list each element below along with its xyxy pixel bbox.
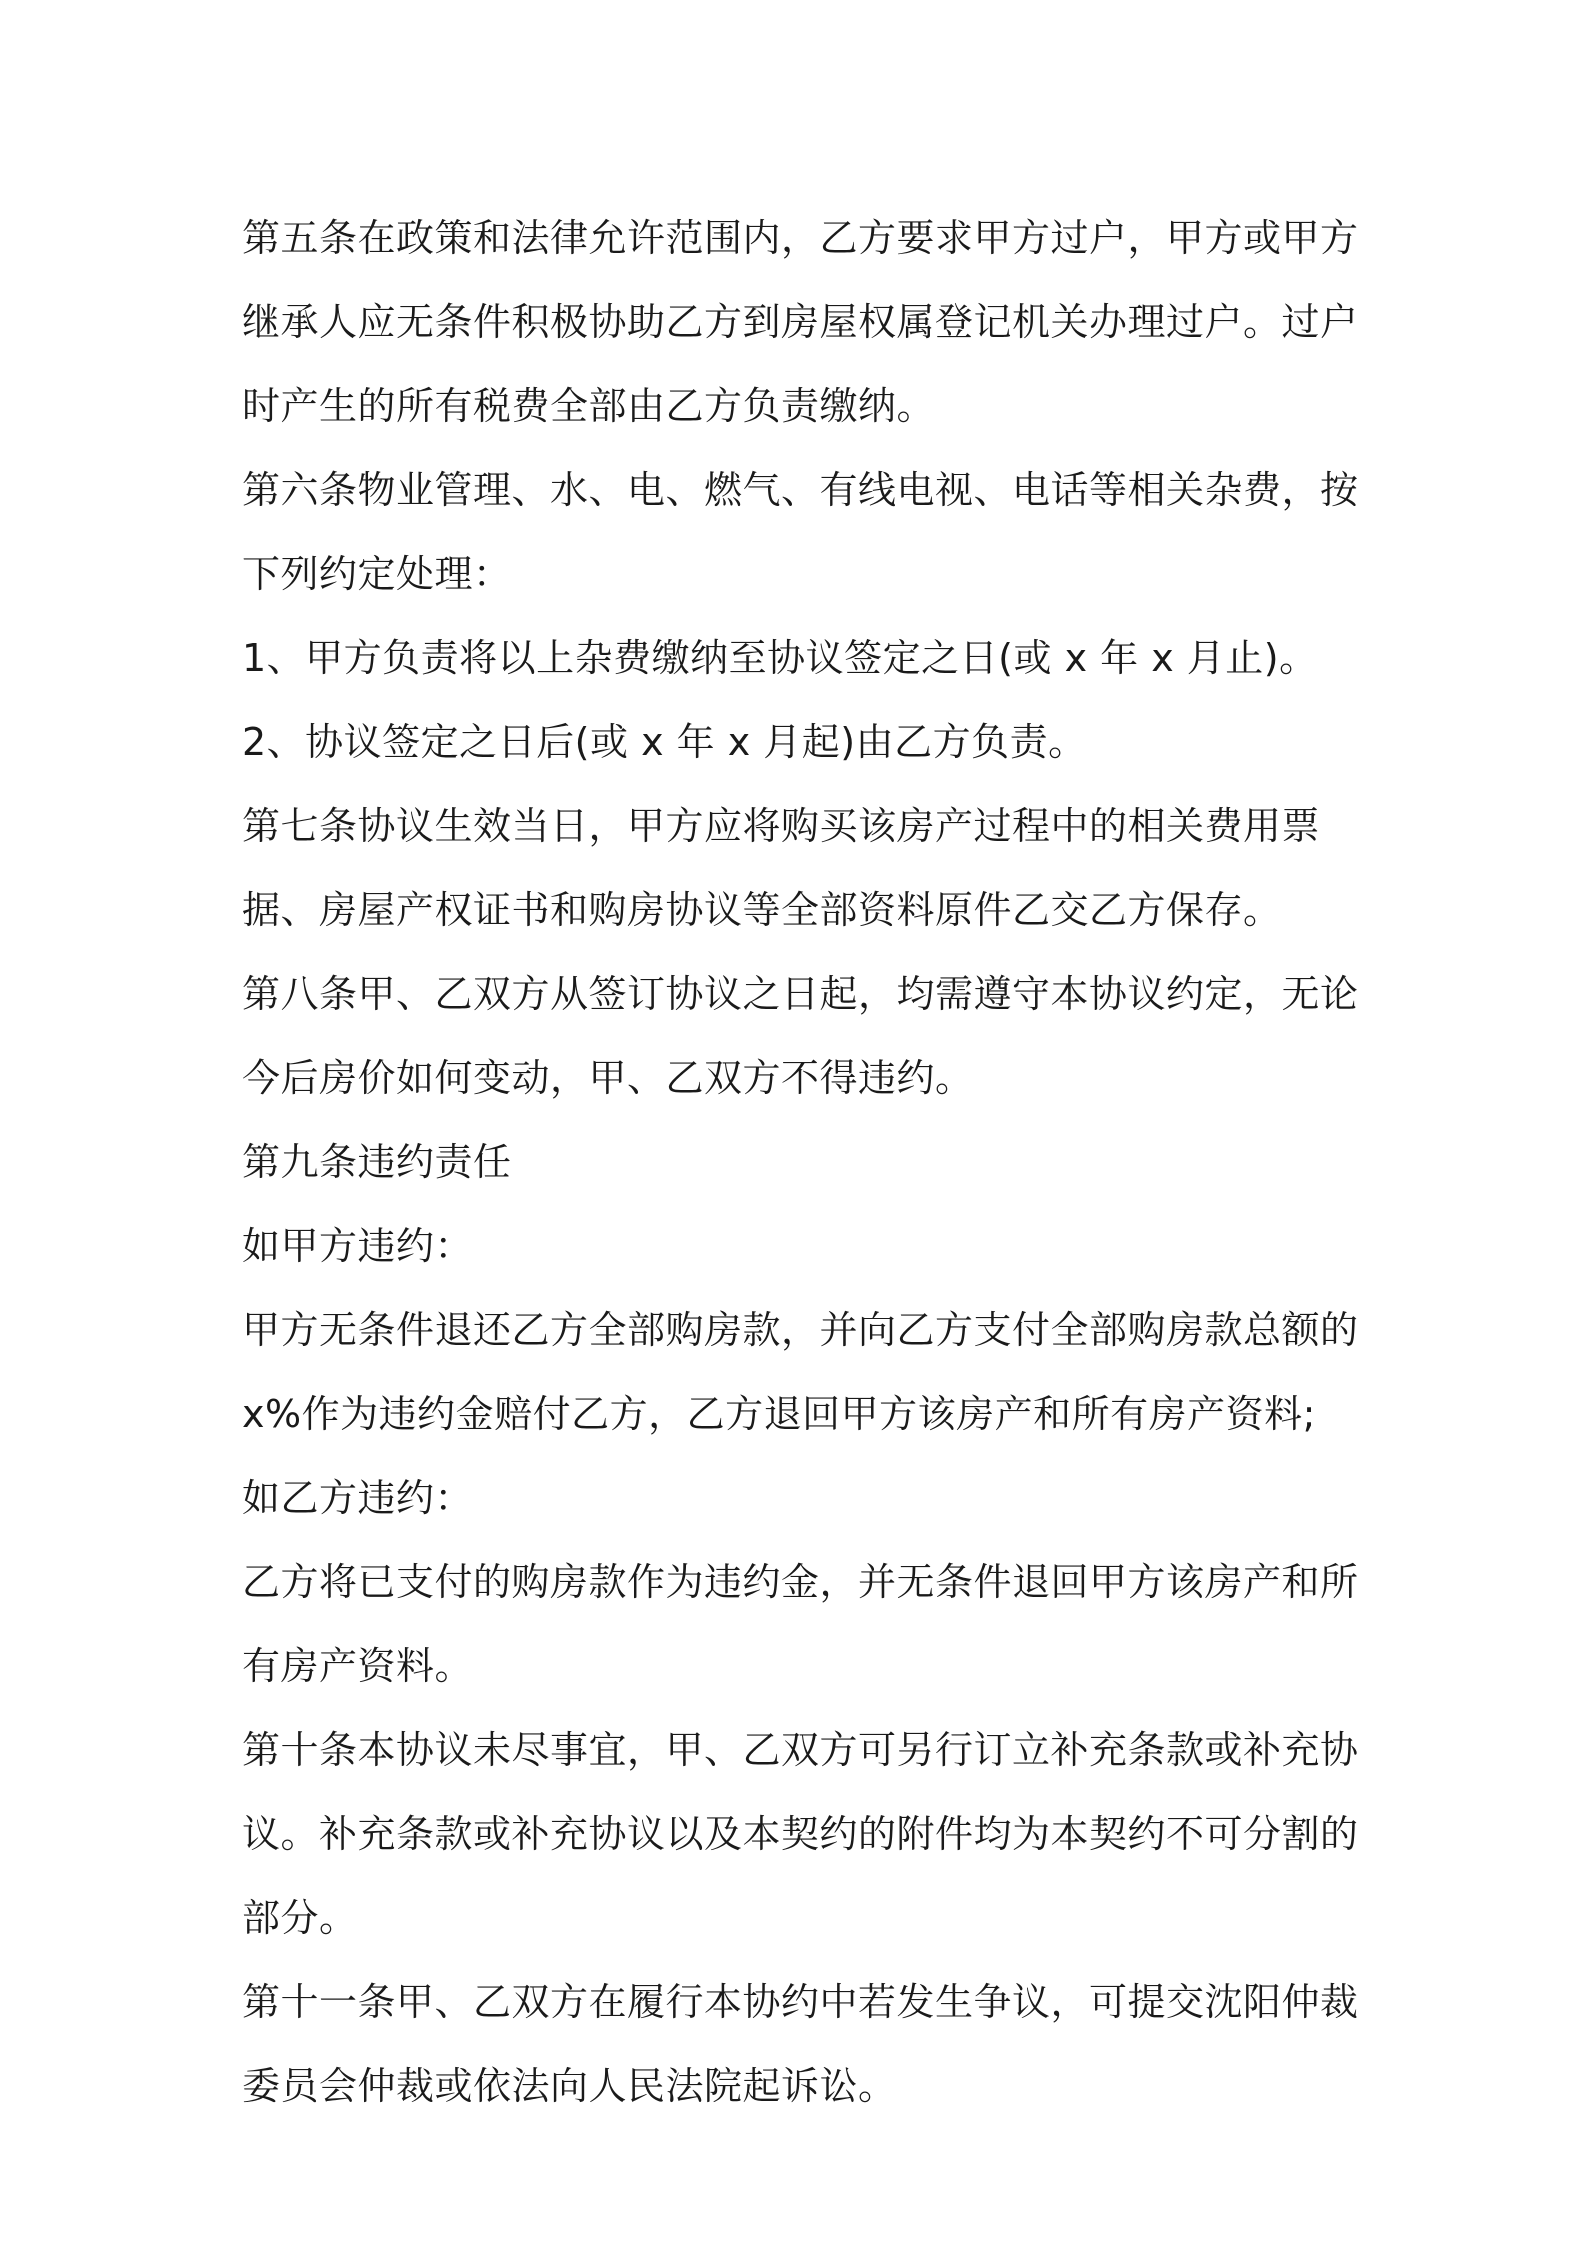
paragraph-party-a-breach-heading: 如甲方违约： bbox=[242, 1224, 474, 1268]
paragraph-article-11: 第十一条甲、乙双方在履行本协约中若发生争议，可提交沈阳仲裁委员会仲裁或依法向人民法院起诉讼。 bbox=[242, 1980, 1359, 2108]
paragraph-item-1: 1、甲方负责将以上杂费缴纳至协议签定之日(或 x 年 x 月止)。 bbox=[242, 636, 1318, 680]
paragraph-article-6: 第六条物业管理、水、电、燃气、有线电视、电话等相关杂费，按下列约定处理： bbox=[242, 468, 1359, 596]
paragraph-party-b-breach-heading: 如乙方违约： bbox=[242, 1476, 474, 1520]
paragraph-article-10: 第十条本协议未尽事宜，甲、乙双方可另行订立补充条款或补充协议。补充条款或补充协议以及本契约的附件均为本契约不可分割的部分。 bbox=[242, 1728, 1359, 1940]
paragraph-article-8: 第八条甲、乙双方从签订协议之日起，均需遵守本协议约定，无论今后房价如何变动，甲、乙双方不得违约。 bbox=[242, 972, 1359, 1100]
paragraph-party-a-breach: 甲方无条件退还乙方全部购房款，并向乙方支付全部购房款总额的x%作为违约金赔付乙方，乙方退回甲方该房产和所有房产资料; bbox=[242, 1308, 1359, 1436]
paragraph-article-5: 第五条在政策和法律允许范围内，乙方要求甲方过户，甲方或甲方继承人应无条件积极协助乙方到房屋权属登记机关办理过户。过户时产生的所有税费全部由乙方负责缴纳。 bbox=[242, 216, 1359, 428]
paragraph-party-b-breach: 乙方将已支付的购房款作为违约金，并无条件退回甲方该房产和所有房产资料。 bbox=[242, 1560, 1359, 1688]
document-body bbox=[242, 196, 1362, 2128]
paragraph-item-2: 2、协议签定之日后(或 x 年 x 月起)由乙方负责。 bbox=[242, 720, 1087, 764]
paragraph-article-7: 第七条协议生效当日，甲方应将购买该房产过程中的相关费用票据、房屋产权证书和购房协议等全部资料原件乙交乙方保存。 bbox=[242, 804, 1321, 932]
paragraph-article-9-heading: 第九条违约责任 bbox=[242, 1140, 512, 1184]
